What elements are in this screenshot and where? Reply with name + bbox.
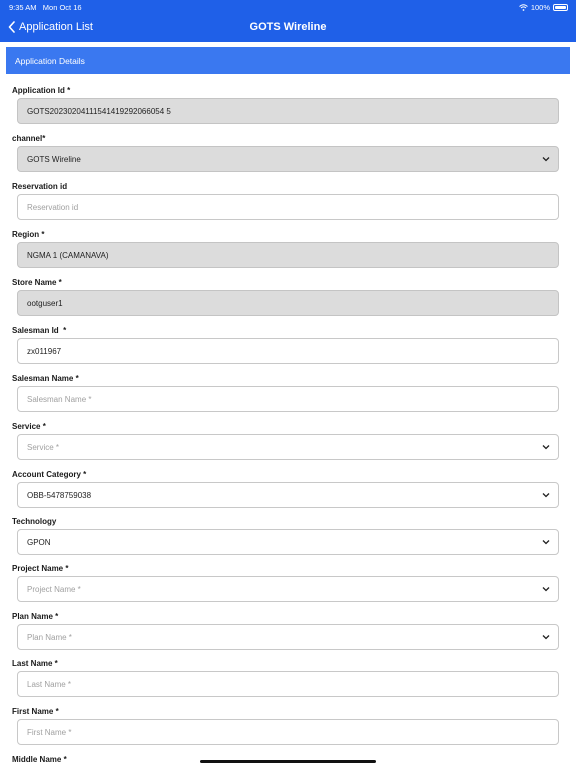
salesman-name-label: Salesman Name *: [12, 374, 79, 383]
middle-name-label: Middle Name *: [12, 755, 67, 764]
service-select[interactable]: [17, 434, 559, 460]
last-name-placeholder: Last Name *: [27, 679, 72, 689]
home-indicator: [200, 760, 376, 763]
nav-bar: [0, 0, 576, 42]
channel-select[interactable]: [17, 146, 559, 172]
first-name-placeholder: First Name *: [27, 727, 72, 737]
page-title: GOTS Wireline: [249, 21, 327, 33]
service-placeholder: Service *: [27, 442, 60, 452]
technology-label: Technology: [12, 517, 57, 526]
service-label: Service *: [12, 422, 46, 431]
plan-name-select[interactable]: [17, 624, 559, 650]
channel-value: GOTS Wireline: [27, 154, 81, 164]
battery-percent: 100%: [530, 3, 550, 12]
plan-name-label: Plan Name *: [12, 612, 59, 621]
salesman-id-input[interactable]: [17, 338, 559, 364]
application-id-field: [17, 98, 559, 124]
plan-name-placeholder: Plan Name *: [27, 632, 72, 642]
chevron-down-icon: [542, 586, 550, 592]
first-name-input[interactable]: [17, 719, 559, 745]
battery-icon: [553, 4, 568, 11]
chevron-down-icon: [542, 634, 550, 640]
project-name-label: Project Name *: [12, 564, 69, 573]
reservation-id-placeholder: Reservation id: [27, 202, 79, 212]
store-name-value: ootguser1: [27, 298, 63, 308]
status-time: [9, 3, 82, 12]
wifi-icon: [519, 4, 528, 11]
status-time-text: 9:35 AM: [9, 3, 37, 12]
technology-value: GPON: [27, 537, 51, 547]
account-category-value: OBB-5478759038: [27, 490, 92, 500]
channel-label: channel*: [12, 134, 46, 143]
first-name-label: First Name *: [12, 707, 59, 716]
status-date-text: Mon Oct 16: [42, 3, 82, 12]
chevron-down-icon: [542, 492, 550, 498]
salesman-name-placeholder: Salesman Name *: [27, 394, 92, 404]
salesman-id-value: zx011967: [27, 346, 62, 356]
application-id-value: GOTS20230204111541419292066054 5: [27, 106, 171, 116]
section-header: Application Details: [6, 47, 570, 74]
store-name-field: [17, 290, 559, 316]
application-id-label: Application Id *: [12, 86, 71, 95]
region-field: [17, 242, 559, 268]
account-category-select[interactable]: [17, 482, 559, 508]
region-label: Region *: [12, 230, 45, 239]
status-right: [519, 3, 568, 12]
region-value: NGMA 1 (CAMANAVA): [27, 250, 109, 260]
account-category-label: Account Category *: [12, 470, 87, 479]
reservation-id-input[interactable]: [17, 194, 559, 220]
chevron-down-icon: [542, 444, 550, 450]
reservation-id-label: Reservation id: [12, 182, 68, 191]
project-name-select[interactable]: [17, 576, 559, 602]
last-name-label: Last Name *: [12, 659, 58, 668]
chevron-down-icon: [542, 156, 550, 162]
chevron-down-icon: [542, 539, 550, 545]
salesman-name-input[interactable]: [17, 386, 559, 412]
back-label: Application List: [19, 21, 93, 33]
last-name-input[interactable]: [17, 671, 559, 697]
salesman-id-label: Salesman Id *: [12, 326, 67, 335]
project-name-placeholder: Project Name *: [27, 584, 81, 594]
technology-select[interactable]: [17, 529, 559, 555]
store-name-label: Store Name *: [12, 278, 62, 287]
